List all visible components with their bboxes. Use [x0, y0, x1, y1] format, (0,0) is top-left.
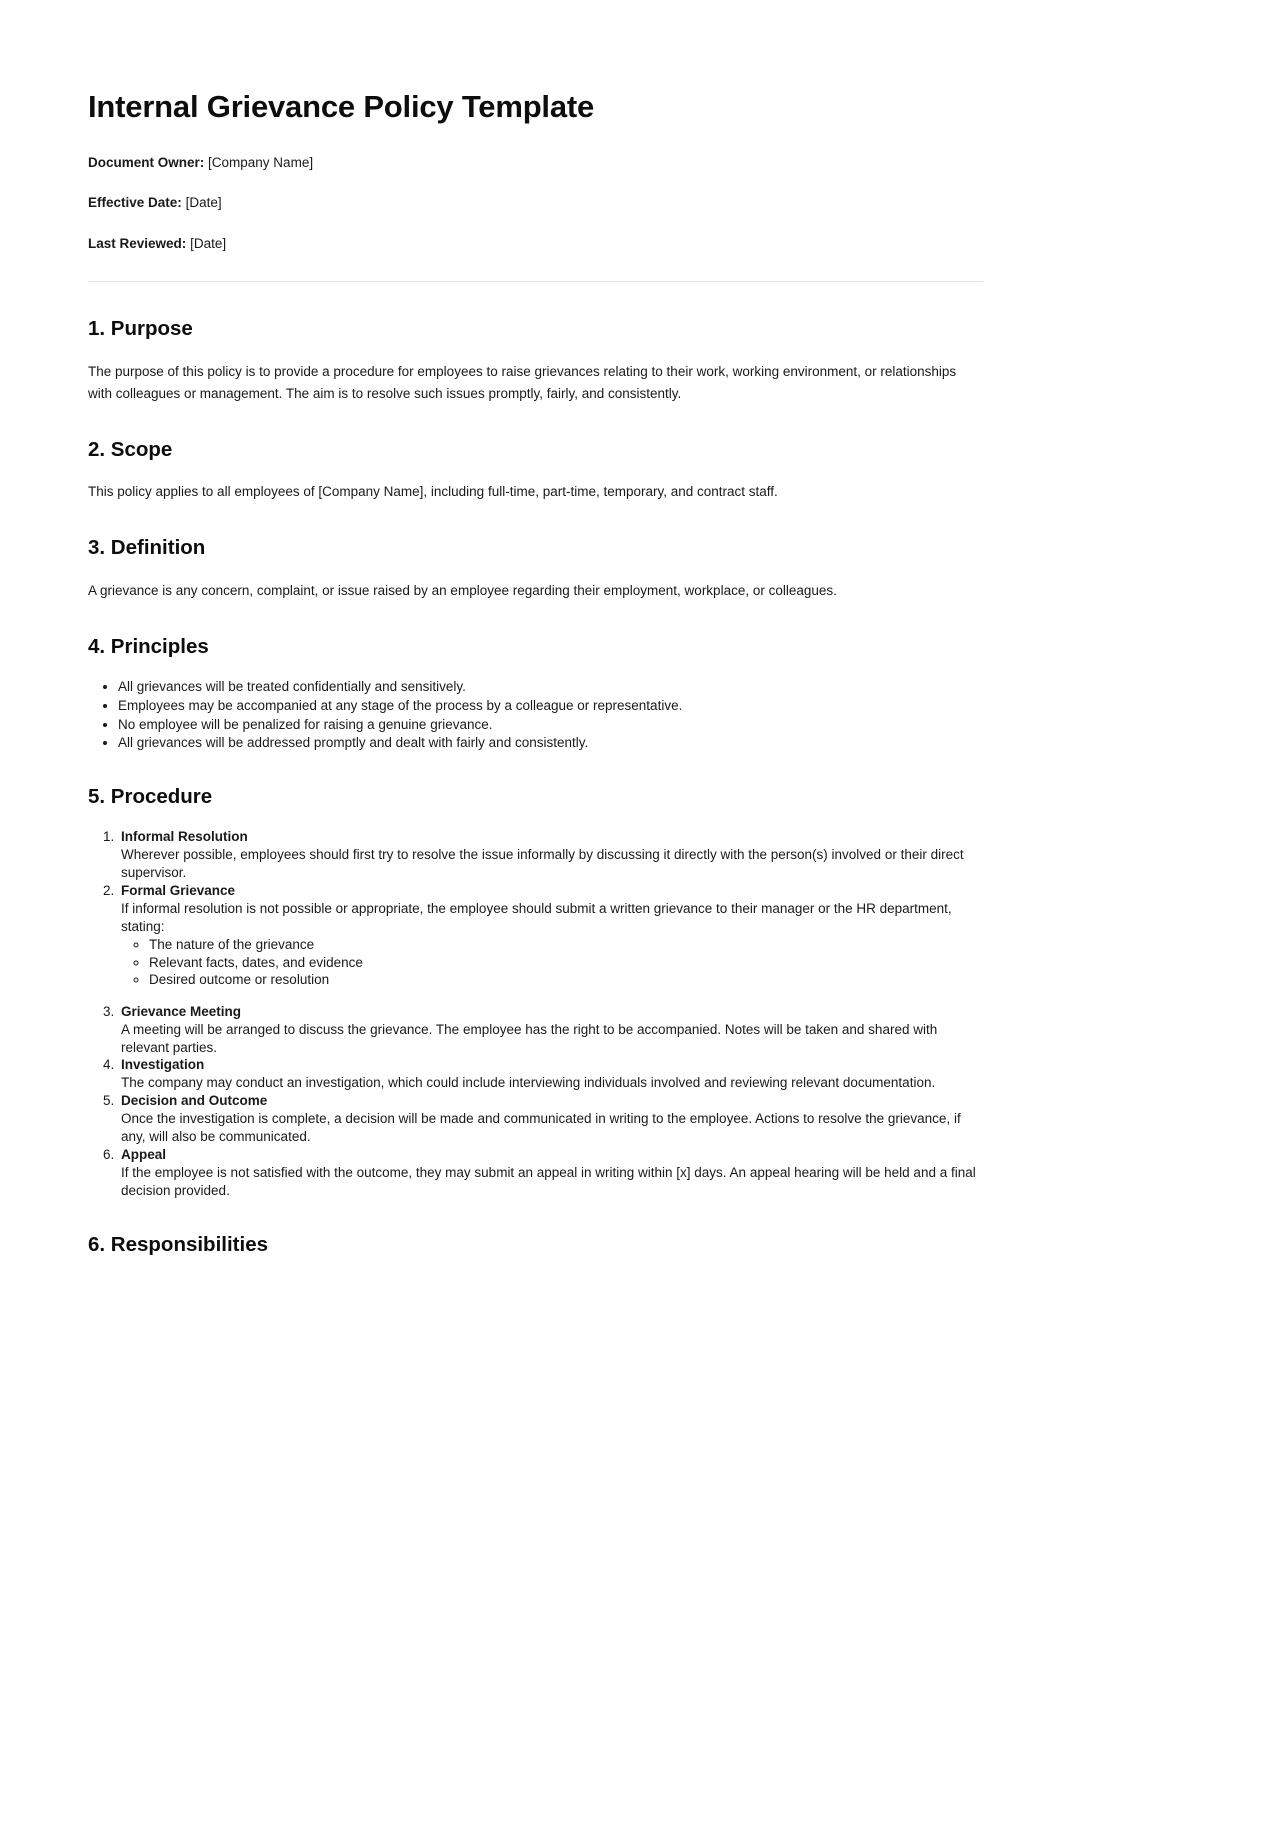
procedure-step-title: 3. Grievance Meeting [121, 1003, 242, 1019]
meta-last-reviewed-value: [Date] [190, 235, 227, 251]
procedure-step-body: If the employee is not satisfied with the outcome, they may submit an appeal in writing within [x] days. An appeal hearing will be held and a final decision provided. [121, 1165, 976, 1199]
section-purpose-body: The purpose of this policy is to provide a procedure for employees to raise grievances relating to their work, working environment, or relationships with colleagues or management. The aim is to resolve such issues promptly, fairly, and consistently. [88, 364, 957, 401]
procedure-step-body: Wherever possible, employees should first try to resolve the issue informally by discussing it directly with the person(s) involved or their direct supervisor. [121, 847, 964, 881]
list-item: ◦ Desired outcome or resolution [149, 971, 983, 989]
section-scope-body: This policy applies to all employees of [Company Name], including full-time, part-time, temporary, and contract staff. [88, 484, 778, 500]
procedure-step-body: Once the investigation is complete, a decision will be made and communicated in writing to the employee. Actions to resolve the grievance, if any, will also be communicated. [121, 1111, 961, 1145]
list-item: ◦ The nature of the grievance [149, 936, 983, 954]
procedure-step-title: 2. Formal Grievance [121, 883, 236, 899]
meta-effective-date-value: [Date] [185, 195, 222, 211]
list-item [118, 1146, 983, 1200]
list-item [118, 1056, 983, 1092]
procedure-step-body: If informal resolution is not possible or appropriate, the employee should submit a written grievance to their manager or the HR department, stating: [121, 901, 952, 935]
meta-last-reviewed-label: Last Reviewed: [88, 235, 187, 251]
document-body [88, 88, 983, 1259]
procedure-step-title: 1. Informal Resolution [121, 829, 248, 845]
section-purpose-heading: 1. Purpose [88, 317, 193, 341]
section-principles-heading: 4. Principles [88, 634, 209, 658]
principles-list [88, 678, 983, 751]
procedure-step-body: The company may conduct an investigation, which could include interviewing individuals involved and reviewing relevant documentation. [121, 1075, 936, 1091]
meta-effective-date [88, 193, 983, 213]
procedure-list [88, 828, 983, 1200]
list-item: • Employees may be accompanied at any stage of the process by a colleague or representative. [118, 697, 983, 715]
section-definition [88, 535, 983, 602]
meta-document-owner-label: Document Owner: [88, 154, 205, 170]
procedure-step-title: 4. Investigation [121, 1057, 205, 1073]
meta-document-owner [88, 153, 983, 173]
list-item [118, 828, 983, 882]
section-responsibilities-heading: 6. Responsibilities [88, 1233, 268, 1257]
meta-effective-date-label: Effective Date: [88, 195, 182, 211]
procedure-step-title: 5. Decision and Outcome [121, 1093, 268, 1109]
meta-document-owner-value: [Company Name] [208, 154, 314, 170]
procedure-step-body: A meeting will be arranged to discuss the grievance. The employee has the right to be accompanied. Notes will be taken and shared with relevant parties. [121, 1021, 938, 1055]
section-definition-heading: 3. Definition [88, 536, 206, 560]
page-title: Internal Grievance Policy Template [88, 89, 595, 124]
section-scope [88, 437, 983, 504]
section-procedure-heading: 5. Procedure [88, 784, 213, 808]
list-item: • No employee will be penalized for raising a genuine grievance. [118, 716, 983, 734]
list-item [118, 882, 983, 989]
section-procedure [88, 784, 983, 1200]
list-item: • All grievances will be treated confidentially and sensitively. [118, 678, 983, 696]
section-principles [88, 634, 983, 752]
section-scope-heading: 2. Scope [88, 437, 173, 461]
list-item [118, 1092, 983, 1146]
list-item [118, 1003, 983, 1057]
list-item: • All grievances will be addressed promptly and dealt with fairly and consistently. [118, 734, 983, 752]
meta-last-reviewed [88, 234, 983, 254]
section-purpose [88, 316, 983, 404]
procedure-substep-list [121, 936, 983, 989]
section-responsibilities [88, 1232, 983, 1259]
list-item: ◦ Relevant facts, dates, and evidence [149, 954, 983, 972]
procedure-step-title: 6. Appeal [121, 1147, 167, 1163]
section-definition-body: A grievance is any concern, complaint, or issue raised by an employee regarding their employment, workplace, or colleagues. [88, 582, 837, 598]
header-divider [88, 281, 983, 282]
